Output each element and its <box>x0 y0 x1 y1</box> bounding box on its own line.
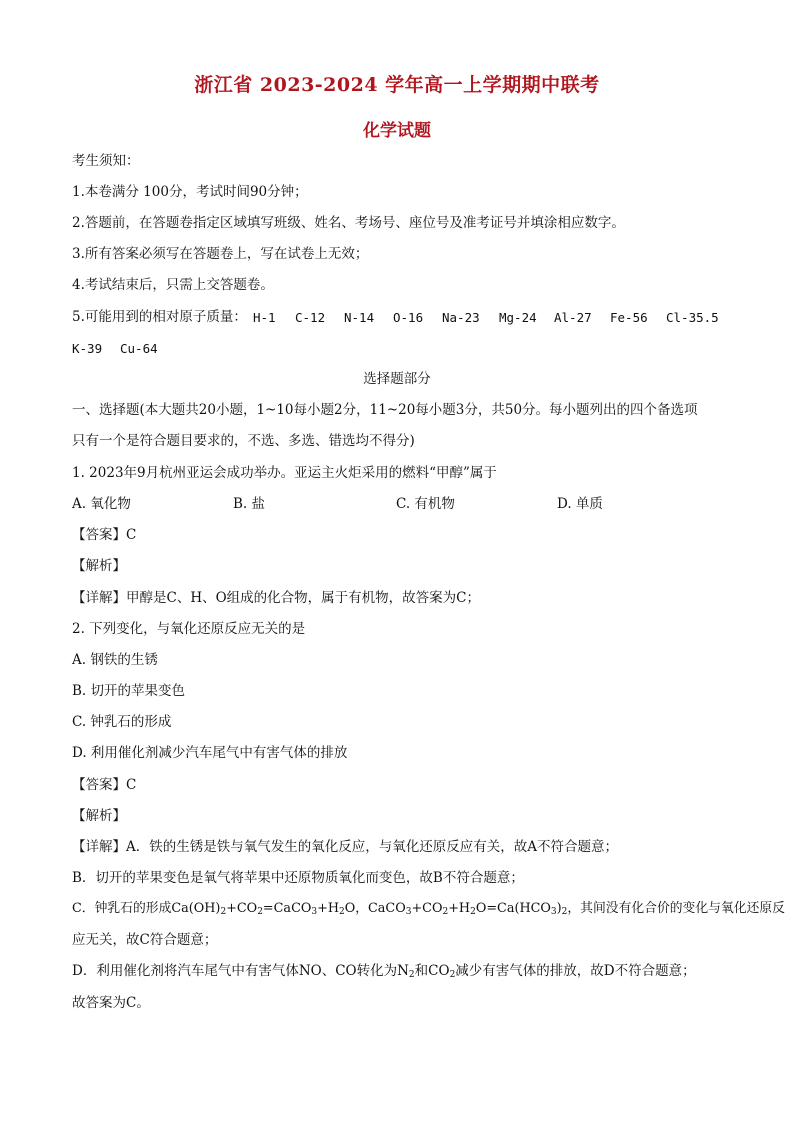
question-2-stem: 2. 下列变化，与氧化还原反应无关的是 <box>72 621 306 637</box>
q1-option-d: D. 单质 <box>557 496 603 512</box>
exam-title: 浙江省 2023-2024 学年高一上学期期中联考 <box>194 74 600 96</box>
atomic-mass: Al-27 <box>554 310 592 325</box>
atomic-mass: Na-23 <box>442 310 480 325</box>
notice-item: 2.答题前，在答题卷指定区域填写班级、姓名、考场号、座位号及准考证号并填涂相应数字。 <box>72 215 625 231</box>
q1-option-c: C. 有机物 <box>396 496 455 512</box>
notice-item: 1.本卷满分 100分，考试时间90分钟； <box>72 184 308 200</box>
atomic-mass: Cu-64 <box>120 341 158 356</box>
q2-detail-d: D．利用催化剂将汽车尾气中有害气体NO、CO转化为$N_2$和$CO_2$减少有害气体的排放，故D不符合题意； <box>72 963 696 980</box>
section-title: 选择题部分 <box>363 371 431 387</box>
q1-detail: 【详解】甲醇是C、H、O组成的化合物，属于有机物，故答案为C； <box>72 590 480 606</box>
exam-subtitle: 化学试题 <box>363 121 431 141</box>
q2-detail-c: C．钟乳石的形成$Ca(OH)_2+CO_2=CaCO_3+H_2O$，$CaCO_3+CO_2+H_2O=Ca(HCO_3)_2$，其间没有化合价的变化与氧化还原反 <box>72 901 785 917</box>
q1-analysis: 【解析】 <box>72 558 126 574</box>
atomic-mass: Cl-35.5 <box>666 310 719 325</box>
atomic-mass-label: 5.可能用到的相对原子质量： <box>72 309 247 325</box>
q2-option-c: C. 钟乳石的形成 <box>72 714 172 730</box>
section-instructions: 一、选择题(本大题共20小题，1~10每小题2分，11~20每小题3分，共50分。每小题列出的四个备选项 <box>72 402 698 418</box>
notice-item: 3.所有答案必须写在答题卷上，写在试卷上无效； <box>72 246 369 262</box>
q2-detail-a: 【详解】A．铁的生锈是铁与氧气发生的氧化反应，与氧化还原反应有关，故A不符合题意； <box>72 839 618 855</box>
atomic-mass: Fe-56 <box>610 310 648 325</box>
q2-answer: 【答案】C <box>72 777 137 793</box>
question-1-stem: 1. 2023年9月杭州亚运会成功举办。亚运主火炬采用的燃料“甲醇”属于 <box>72 465 497 481</box>
q2-option-b: B. 切开的苹果变色 <box>72 683 186 699</box>
q1-option-a: A. 氧化物 <box>72 496 131 512</box>
q2-option-d: D. 利用催化剂减少汽车尾气中有害气体的排放 <box>72 745 348 761</box>
q1-answer: 【答案】C <box>72 527 137 543</box>
notice-heading: 考生须知： <box>72 153 140 169</box>
atomic-mass: C-12 <box>295 310 326 325</box>
q1-option-b: B. 盐 <box>233 496 266 512</box>
atomic-mass: Mg-24 <box>499 310 537 325</box>
notice-item: 4.考试结束后，只需上交答题卷。 <box>72 277 274 293</box>
q2-option-a: A. 钢铁的生锈 <box>72 652 158 668</box>
q2-conclusion: 故答案为C。 <box>72 995 150 1011</box>
section-instructions: 只有一个是符合题目要求的，不选、多选、错选均不得分) <box>72 433 415 449</box>
q2-detail-c-cont: 应无关，故C符合题意； <box>72 932 218 948</box>
atomic-mass: K-39 <box>72 341 103 356</box>
q2-analysis: 【解析】 <box>72 808 126 824</box>
atomic-mass: O-16 <box>393 310 424 325</box>
atomic-mass: H-1 <box>253 310 276 325</box>
atomic-mass: N-14 <box>344 310 375 325</box>
q2-detail-b: B．切开的苹果变色是氧气将苹果中还原物质氧化而变色，故B不符合题意； <box>72 870 524 886</box>
